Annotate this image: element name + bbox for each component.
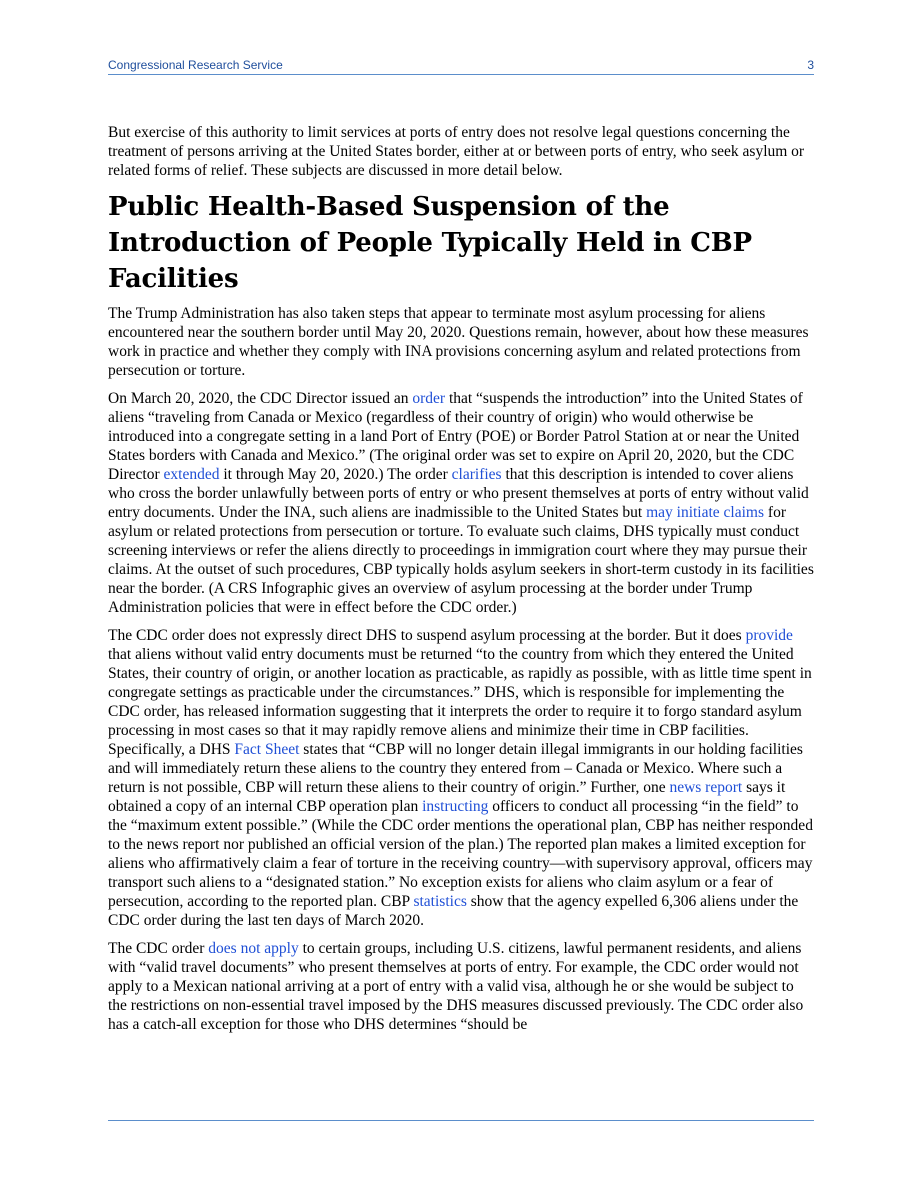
text-span: to certain groups, including U.S. citizens, lawful permanent residents, and aliens with “valid travel documents” who present themselves at ports of entry. For example, the CDC order would not apply to a Mexican national arriving at a port of entry with a valid visa, although he or she would be subject to the restrictions on non-essential travel imposed by the DHS measures discussed previously. The CDC order also has a catch-all exception for those who DHS determines “should be — [108, 940, 804, 1033]
header-organization: Congressional Research Service — [108, 58, 283, 72]
text-span: says it obtained a copy of an internal CBP operation plan — [108, 779, 786, 815]
link-may-initiate-claims[interactable]: may initiate claims — [646, 504, 765, 521]
text-span: The CDC order — [108, 940, 209, 957]
text-span: The CDC order does not expressly direct DHS to suspend asylum processing at the border. But it does — [108, 627, 746, 644]
text-span: states that “CBP will no longer detain illegal immigrants in our holding facilities and will immediately return these aliens to the country they entered from – Canada or Mexico. Where such a return is not possible, CBP will return these aliens to their country of origin.” Further, one — [108, 741, 803, 796]
link-clarifies[interactable]: clarifies — [451, 466, 502, 483]
text-span: for asylum or related protections from persecution or torture. To evaluate such claims, DHS typically must conduct screening interviews or refer the aliens directly to proceedings in immigration court where they may pursue their claims. At the outset of such procedures, CBP typically holds asylum seekers in short-term custody in its facilities near the border. (A CRS Infographic gives an overview of asylum processing at the border under Trump Administration policies that were in effect before the CDC order.) — [108, 504, 814, 616]
text-span: that “suspends the introduction” into the United States of aliens “traveling from Canada or Mexico (regardless of their country of origin) who would otherwise be introduced into a congregate setting in a land Port of Entry (POE) or Border Patrol Station at or near the United States borders with Canada and Mexico.” (The original order was set to expire on April 20, 2020, but the CDC Director — [108, 390, 803, 483]
text-span: officers to conduct all processing “in the field” to the “maximum extent possible.” (While the CDC order mentions the operational plan, CBP has neither responded to the news report nor published an official version of the plan.) The reported plan makes a limited exception for aliens who affirmatively claim a fear of torture in the receiving country—with supervisory approval, officers may transport such aliens to a “designated station.” No exception exists for aliens who claim asylum or a fear of persecution, according to the reported plan. CBP — [108, 798, 813, 910]
text-span: that aliens without valid entry documents must be returned “to the country from which they entered the United States, their country of origin, or another location as practicable, as rapidly as possible, with as little time spent in congregate settings as practicable under the circumstances.” DHS, which is responsible for implementing the CDC order, has released information suggesting that it interprets the order to require it to forgo standard asylum processing in most cases so that it may rapidly remove aliens and minimize their time in CBP facilities. Specifically, a DHS — [108, 646, 812, 758]
text-span: that this description is intended to cover aliens who cross the border unlawfully between ports of entry or who present themselves at ports of entry without valid entry documents. Under the INA, such aliens are inadmissible to the United States but — [108, 466, 809, 521]
paragraph-1: The Trump Administration has also taken steps that appear to terminate most asylum processing for aliens encountered near the southern border until May 20, 2020. Questions remain, however, about how these measures work in practice and whether they comply with INA provisions concerning asylum and related protections from persecution or torture. — [108, 305, 809, 379]
page-header — [108, 58, 814, 74]
link-instructing[interactable]: instructing — [422, 798, 489, 815]
link-fact-sheet[interactable]: Fact Sheet — [234, 741, 300, 758]
paragraph-2 — [108, 389, 814, 617]
link-order[interactable]: order — [412, 390, 446, 407]
paragraph-4 — [108, 939, 814, 1034]
paragraph-3 — [108, 626, 814, 930]
link-provide[interactable]: provide — [745, 627, 793, 644]
link-does-not-apply[interactable]: does not apply — [208, 940, 299, 957]
link-extended[interactable]: extended — [163, 466, 220, 483]
document-body — [108, 123, 814, 1043]
text-span: it through May 20, 2020.) The order — [219, 466, 452, 483]
section-heading: Public Health-Based Suspension of the Introduction of People Typically Held in CBP Facilities — [108, 192, 752, 294]
footer-divider — [108, 1120, 814, 1121]
page-number: 3 — [807, 58, 814, 72]
intro-paragraph: But exercise of this authority to limit services at ports of entry does not resolve legal questions concerning the treatment of persons arriving at the United States border, either at or between ports of entry, who seek asylum or related forms of relief. These subjects are discussed in more detail below. — [108, 124, 805, 179]
link-statistics[interactable]: statistics — [413, 893, 467, 910]
link-news-report[interactable]: news report — [669, 779, 743, 796]
text-span: show that the agency expelled 6,306 aliens under the CDC order during the last ten days of March 2020. — [108, 893, 799, 929]
header-divider — [108, 74, 814, 75]
text-span: On March 20, 2020, the CDC Director issued an — [108, 390, 413, 407]
